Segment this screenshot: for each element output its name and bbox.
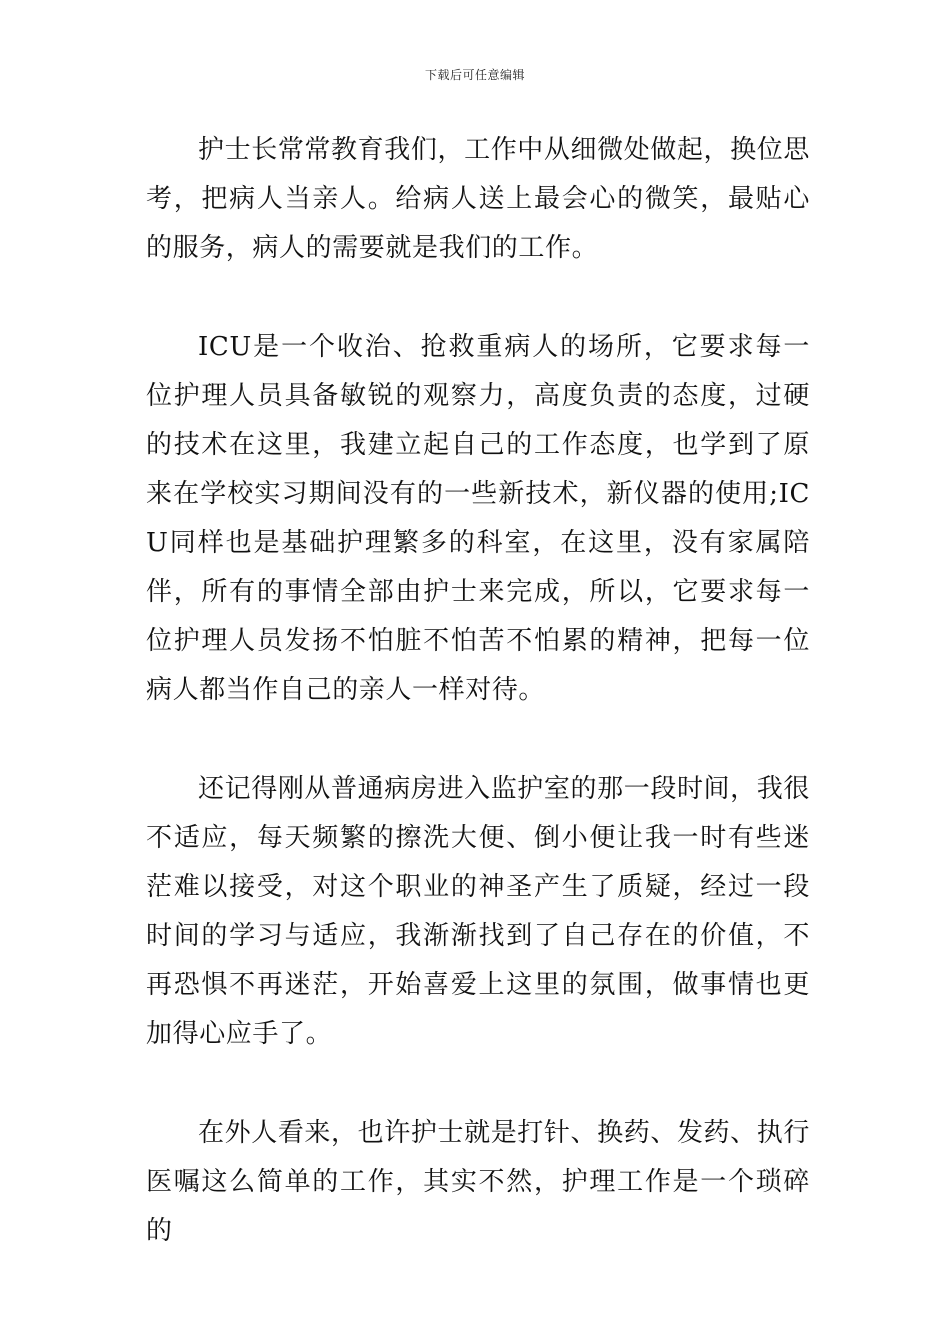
paragraph: 还记得刚从普通病房进入监护室的那一段时间，我很不适应，每天频繁的擦洗大便、倒小便让我一时有些迷茫难以接受，对这个职业的神圣产生了质疑，经过一段时间的学习与适应，我渐渐找到了自己存在的价值，不再恐惧不再迷茫，开始喜爱上这里的氛围，做事情也更加得心应手了。 (146, 774, 810, 1049)
paragraph: 在外人看来，也许护士就是打针、换药、发药、执行医嘱这么简单的工作，其实不然，护理工作是一个琐碎的 (146, 1118, 810, 1246)
paragraph: ICU是一个收治、抢救重病人的场所，它要求每一位护理人员具备敏锐的观察力，高度负责的态度，过硬的技术在这里，我建立起自己的工作态度，也学到了原来在学校实习期间没有的一些新技术，新仪器的使用;ICU同样也是基础护理繁多的科室，在这里，没有家属陪伴，所有的事情全部由护士来完成，所以，它要求每一位护理人员发扬不怕脏不怕苦不怕累的精神，把每一位病人都当作自己的亲人一样对待。 (146, 332, 810, 705)
document-body (146, 126, 810, 1306)
paragraph: 护士长常常教育我们，工作中从细微处做起，换位思考，把病人当亲人。给病人送上最会心的微笑，最贴心的服务，病人的需要就是我们的工作。 (146, 135, 810, 263)
header-note: 下载后可任意编辑 (424, 68, 525, 82)
